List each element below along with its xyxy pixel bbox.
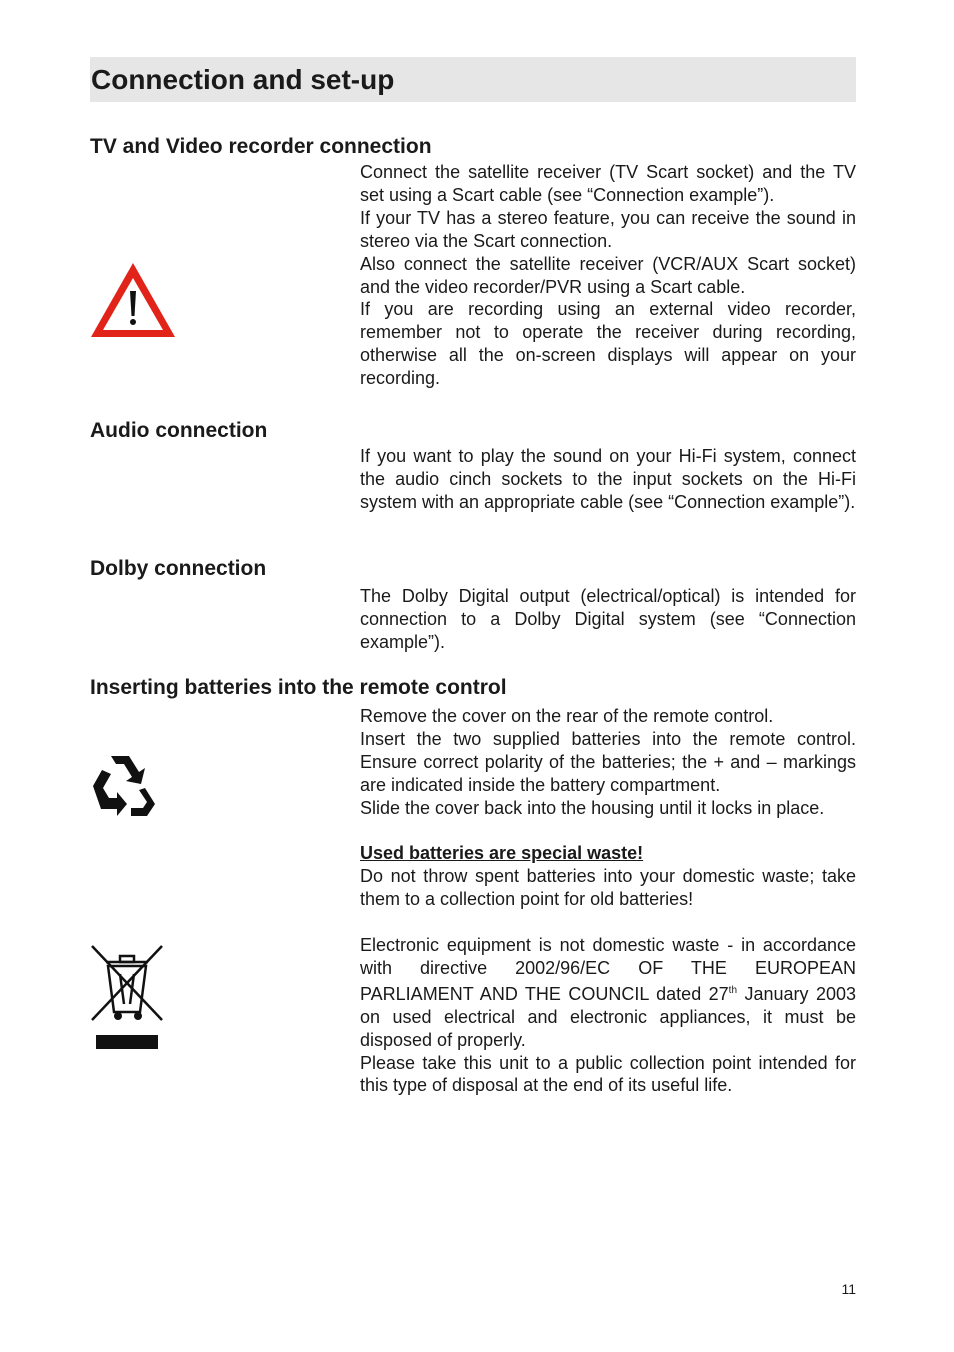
spacer xyxy=(360,820,856,843)
tv-section-heading: TV and Video recorder connection xyxy=(90,135,432,158)
warning-triangle-icon xyxy=(89,261,177,339)
batteries-paragraph-2: Insert the two supplied batteries into the remote control. Ensure correct polarity of the batteries; the + and – markings are indicated inside the battery compartment. xyxy=(360,728,856,795)
batteries-section-heading: Inserting batteries into the remote control xyxy=(90,676,507,699)
batteries-paragraph-4: Do not throw spent batteries into your domestic waste; take them to a collection point for old batteries! xyxy=(360,866,856,910)
weee-paragraph xyxy=(360,934,856,1052)
tv-paragraph-3: Also connect the satellite receiver (VCR/AUX Scart socket) and the video recorder/PVR using a Scart cable. xyxy=(360,253,856,297)
batteries-section-text xyxy=(360,705,856,1097)
spacer xyxy=(360,911,856,934)
page-title: Connection and set-up xyxy=(91,64,395,95)
crossed-out-bin-icon xyxy=(90,944,164,1050)
weee-text-a: Electronic equipment is not domestic waste - in accordance with directive 2002/96/EC OF THE EUROPEAN PARLIAMENT AND THE COUNCIL dated 27 xyxy=(360,935,856,1004)
audio-section-heading: Audio connection xyxy=(90,419,268,442)
tv-paragraph-2: If your TV has a stereo feature, you can receive the sound in stereo via the Scart connection. xyxy=(360,207,856,251)
dolby-paragraph-1: The Dolby Digital output (electrical/optical) is intended for connection to a Dolby Digital system (see “Connection example”). xyxy=(360,586,856,652)
recycle-icon xyxy=(89,752,159,820)
title-bar xyxy=(90,57,856,102)
weee-superscript: th xyxy=(728,984,738,996)
dolby-section-heading: Dolby connection xyxy=(90,557,267,580)
special-waste-heading: Used batteries are special waste! xyxy=(360,843,644,864)
weee-text-b: January 2003 on used electrical and electronic appliances, it must be disposed of properly. xyxy=(360,983,856,1050)
dolby-section-text xyxy=(360,585,856,654)
audio-paragraph-1: If you want to play the sound on your Hi-Fi system, connect the audio cinch sockets to the input sockets on the Hi-Fi system with an appropriate cable (see “Connection example”). xyxy=(360,446,856,512)
batteries-paragraph-1: Remove the cover on the rear of the remote control. xyxy=(360,706,774,726)
tv-section-text xyxy=(360,161,856,390)
tv-paragraph-1: Connect the satellite receiver (TV Scart socket) and the TV set using a Scart cable (see “Connection example”). xyxy=(360,162,856,205)
batteries-paragraph-3: Slide the cover back into the housing until it locks in place. xyxy=(360,797,825,818)
disposal-paragraph: Please take this unit to a public collection point intended for this type of disposal at the end of its useful life. xyxy=(360,1052,856,1096)
audio-section-text xyxy=(360,445,856,514)
page-number: 11 xyxy=(841,1281,856,1297)
tv-paragraph-4: If you are recording using an external video recorder, remember not to operate the receiver during recording, otherwise all the on-screen displays will appear on your recording. xyxy=(360,299,856,389)
